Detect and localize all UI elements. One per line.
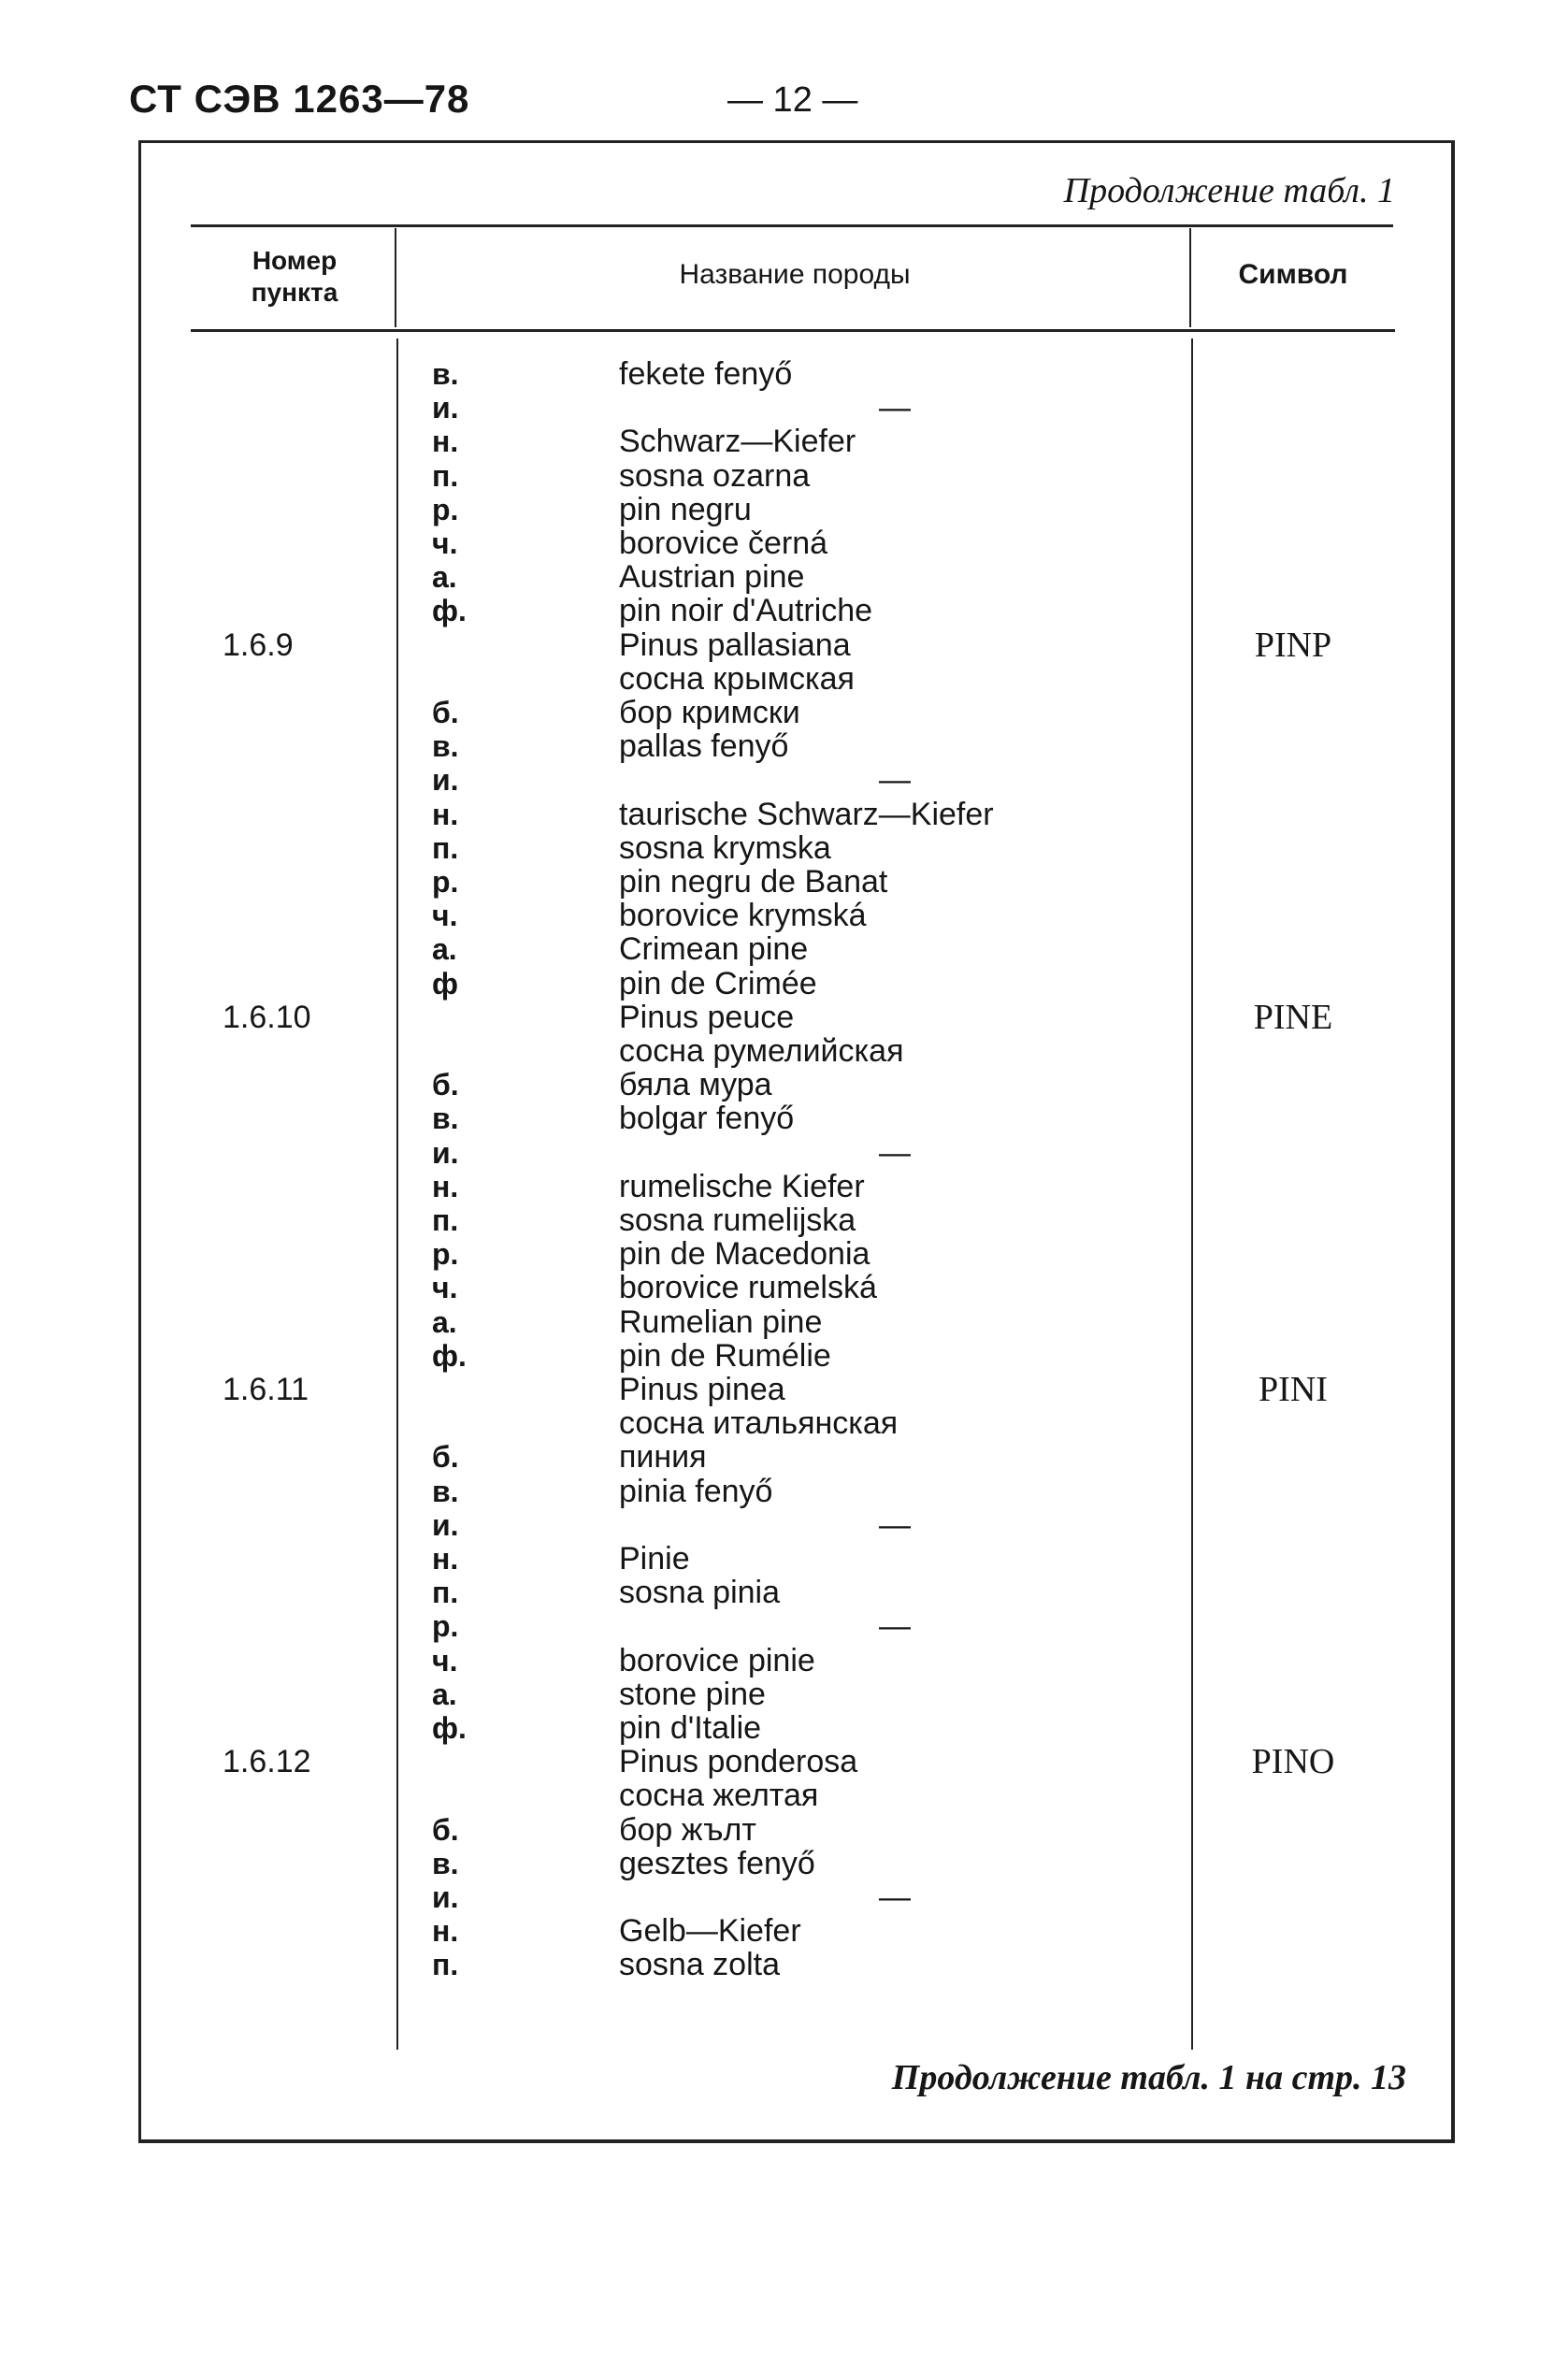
table-row xyxy=(0,1847,1568,1880)
species-name: Rumelian pine xyxy=(619,1304,823,1340)
table-row xyxy=(0,662,1568,696)
table-row xyxy=(0,1475,1568,1508)
table-row xyxy=(0,425,1568,458)
table-row xyxy=(0,1339,1568,1373)
language-abbrev: б. xyxy=(432,1440,459,1474)
table-row xyxy=(0,1711,1568,1745)
item-number: 1.6.11 xyxy=(223,1372,309,1407)
table-row xyxy=(0,967,1568,1001)
column-header-name: Название породы xyxy=(679,259,911,290)
language-abbrev: р. xyxy=(432,1609,459,1643)
language-abbrev: и. xyxy=(432,763,459,797)
language-abbrev: в. xyxy=(432,357,459,391)
species-name: pinia fenyő xyxy=(619,1474,773,1509)
species-name: бяла мура xyxy=(619,1067,772,1102)
table-row xyxy=(0,865,1568,899)
language-abbrev: н. xyxy=(432,425,459,458)
language-abbrev: в. xyxy=(432,729,459,763)
language-abbrev: ч. xyxy=(432,1644,458,1678)
species-name: gesztes fenyő xyxy=(619,1846,815,1881)
table-row xyxy=(0,1880,1568,1914)
language-abbrev: а. xyxy=(432,1305,457,1339)
language-abbrev: а. xyxy=(432,1678,457,1711)
species-name: — xyxy=(879,762,911,798)
table-row xyxy=(0,1203,1568,1237)
table-row xyxy=(0,1170,1568,1203)
species-name: Pinus pallasiana xyxy=(619,627,851,663)
species-name: сосна желтая xyxy=(619,1778,819,1813)
species-name: Gelb—Kiefer xyxy=(619,1913,801,1949)
species-name: pin de Macedonia xyxy=(619,1236,870,1272)
table-row xyxy=(0,626,1568,665)
language-abbrev: п. xyxy=(432,1948,459,1981)
species-name: pin de Crimée xyxy=(619,966,817,1001)
table-row xyxy=(0,1778,1568,1812)
species-name: fekete fenyő xyxy=(619,356,793,392)
language-abbrev: ф. xyxy=(432,1339,467,1373)
species-name: Pinus ponderosa xyxy=(619,1744,858,1779)
header-top-rule xyxy=(191,224,1393,227)
species-name: borovice krymská xyxy=(619,898,867,933)
species-name: bolgar fenyő xyxy=(619,1101,795,1136)
language-abbrev: в. xyxy=(432,1475,459,1508)
table-row xyxy=(0,763,1568,797)
table-row xyxy=(0,1576,1568,1609)
item-number: 1.6.10 xyxy=(223,1000,311,1035)
language-abbrev: в. xyxy=(432,1102,459,1135)
table-row xyxy=(0,831,1568,865)
species-name: сосна крымская xyxy=(619,661,855,697)
species-name: stone pine xyxy=(619,1677,766,1712)
species-symbol: PINO xyxy=(1251,1742,1335,1781)
column-header-number-line-1: Номер xyxy=(252,246,338,275)
table-row xyxy=(0,594,1568,627)
language-abbrev: и. xyxy=(432,1508,459,1542)
language-abbrev: и. xyxy=(432,1880,459,1914)
document-code: СТ СЭВ 1263—78 xyxy=(129,77,470,121)
table-row xyxy=(0,526,1568,560)
language-abbrev: р. xyxy=(432,493,459,526)
language-abbrev: ч. xyxy=(432,1271,458,1304)
language-abbrev: и. xyxy=(432,1136,459,1170)
column-header-symbol: Символ xyxy=(1238,259,1348,290)
column-header-number xyxy=(191,245,398,309)
species-name: pallas fenyő xyxy=(619,728,789,764)
species-name: rumelische Kiefer xyxy=(619,1169,865,1204)
language-abbrev: б. xyxy=(432,1813,459,1847)
species-name: pin de Rumélie xyxy=(619,1338,831,1374)
species-name: Crimean pine xyxy=(619,931,809,967)
language-abbrev: ф xyxy=(432,967,458,1001)
table-row xyxy=(0,1542,1568,1576)
page-number: — 12 — xyxy=(727,80,858,120)
language-abbrev: б. xyxy=(432,696,459,729)
language-abbrev: п. xyxy=(432,1576,459,1609)
language-abbrev: н. xyxy=(432,1542,459,1576)
table-row xyxy=(0,391,1568,425)
species-name: sosna zolta xyxy=(619,1947,780,1982)
species-name: сосна румелийская xyxy=(619,1033,904,1069)
table-row xyxy=(0,1609,1568,1643)
species-name: бор жълт xyxy=(619,1812,756,1848)
species-name: sosna krymska xyxy=(619,830,831,866)
species-name: pin noir d'Autriche xyxy=(619,593,873,628)
page-header xyxy=(0,0,1568,140)
table-row xyxy=(0,1237,1568,1271)
header-bottom-rule xyxy=(191,329,1395,332)
species-name: borovice rumelská xyxy=(619,1270,877,1305)
species-symbol: PINI xyxy=(1259,1370,1328,1409)
table-row xyxy=(0,729,1568,763)
species-name: pin negru de Banat xyxy=(619,864,888,900)
table-row xyxy=(0,1678,1568,1711)
language-abbrev: в. xyxy=(432,1847,459,1880)
language-abbrev: ф. xyxy=(432,1711,467,1745)
table-row xyxy=(0,1742,1568,1781)
table-continuation-heading: Продолжение табл. 1 xyxy=(1063,171,1395,210)
table-row xyxy=(0,1914,1568,1948)
species-name: бор кримски xyxy=(619,695,800,730)
species-name: Pinie xyxy=(619,1541,690,1577)
species-name: Pinus pinea xyxy=(619,1372,785,1407)
species-name: — xyxy=(879,1879,911,1915)
language-abbrev: н. xyxy=(432,1170,459,1203)
table-row xyxy=(0,932,1568,966)
species-name: — xyxy=(879,1135,911,1171)
table-continuation-footer: Продолжение табл. 1 на стр. 13 xyxy=(891,2058,1406,2097)
table-row xyxy=(0,1813,1568,1847)
table-row xyxy=(0,493,1568,526)
language-abbrev: р. xyxy=(432,865,459,899)
language-abbrev: а. xyxy=(432,932,457,966)
language-abbrev: н. xyxy=(432,1914,459,1948)
species-name: — xyxy=(879,390,911,425)
table-row xyxy=(0,459,1568,493)
species-name: Austrian pine xyxy=(619,559,805,595)
language-abbrev: ф. xyxy=(432,594,467,627)
table-row xyxy=(0,1644,1568,1678)
language-abbrev: ч. xyxy=(432,899,458,932)
species-name: taurische Schwarz—Kiefer xyxy=(619,797,994,832)
table-row xyxy=(0,1034,1568,1068)
table-row xyxy=(0,1136,1568,1170)
language-abbrev: п. xyxy=(432,1203,459,1237)
table-row xyxy=(0,1406,1568,1440)
table-row xyxy=(0,696,1568,729)
table-row xyxy=(0,357,1568,391)
language-abbrev: б. xyxy=(432,1068,459,1102)
species-name: borovice pinie xyxy=(619,1643,815,1678)
table-row xyxy=(0,1440,1568,1474)
table-row xyxy=(0,1948,1568,1981)
species-name: pin d'Italie xyxy=(619,1710,762,1746)
species-name: sosna pinia xyxy=(619,1575,781,1610)
table-row xyxy=(0,560,1568,594)
language-abbrev: ч. xyxy=(432,526,458,560)
table-row xyxy=(0,1102,1568,1135)
species-name: — xyxy=(879,1608,911,1644)
table-row xyxy=(0,798,1568,831)
species-name: сосна итальянская xyxy=(619,1405,899,1441)
language-abbrev: н. xyxy=(432,798,459,831)
table-row xyxy=(0,1271,1568,1304)
item-number: 1.6.12 xyxy=(223,1744,311,1779)
species-name: sosna rumelijska xyxy=(619,1202,856,1238)
species-name: Pinus peuce xyxy=(619,1000,795,1035)
species-name: pin negru xyxy=(619,492,752,527)
table-row xyxy=(0,1305,1568,1339)
table-row xyxy=(0,1068,1568,1102)
table-row xyxy=(0,1370,1568,1409)
language-abbrev: и. xyxy=(432,391,459,425)
species-name: sosna ozarna xyxy=(619,458,811,494)
language-abbrev: р. xyxy=(432,1237,459,1271)
language-abbrev: а. xyxy=(432,560,457,594)
table-row xyxy=(0,899,1568,932)
table-row xyxy=(0,1508,1568,1542)
species-symbol: PINP xyxy=(1254,626,1332,665)
column-header-number-line-2: пункта xyxy=(251,278,338,307)
species-name: пиния xyxy=(619,1439,707,1475)
species-name: — xyxy=(879,1507,911,1543)
item-number: 1.6.9 xyxy=(223,627,294,663)
species-name: borovice černá xyxy=(619,526,828,561)
table-row xyxy=(0,998,1568,1037)
species-name: Schwarz—Kiefer xyxy=(619,424,856,459)
language-abbrev: п. xyxy=(432,831,459,865)
species-symbol: PINE xyxy=(1253,998,1333,1037)
language-abbrev: п. xyxy=(432,459,459,493)
